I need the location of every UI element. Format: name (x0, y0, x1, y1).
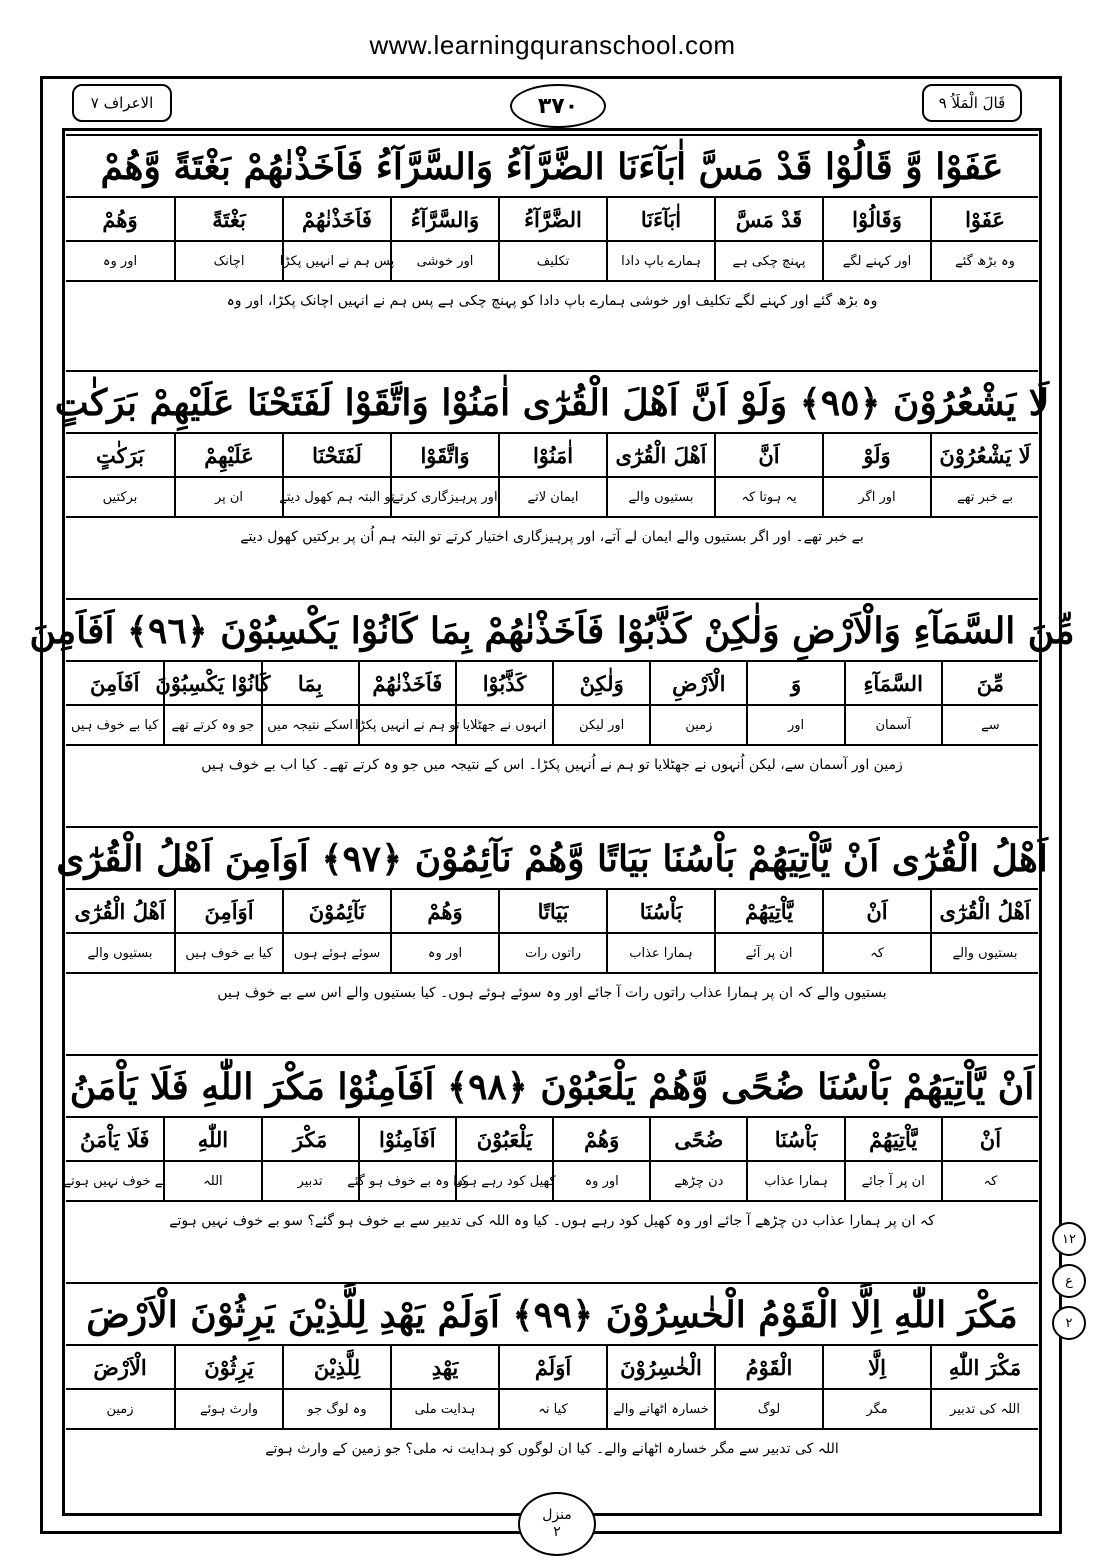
arabic-word: فَاَخَذْنٰهُمْ (282, 198, 390, 240)
arabic-word: بَاْسُنَا (746, 1118, 843, 1160)
page-number: ٣٧٠ (510, 84, 606, 128)
arabic-word: مَكْرَ اللّٰهِ (930, 1346, 1038, 1388)
urdu-meaning: ان پر (174, 478, 282, 516)
urdu-meaning: بستیوں والے (87, 945, 153, 961)
urdu-meaning: اور اگر (822, 478, 930, 516)
arabic-word: ضُحًى (649, 1118, 746, 1160)
urdu-meaning: اور کہنے لگے (822, 242, 930, 280)
arabic-word: لَا يَشْعُرُوْنَ (930, 434, 1038, 476)
verse-line: لَا يَشْعُرُوْنَ ﴿٩٥﴾ وَلَوْ اَنَّ اَهْلَ الْقُرٰٓى اٰمَنُوْا وَاتَّقَوْا لَفَتَحْنَا عَلَيْهِمْ بَرَكٰتٍ (66, 370, 1038, 434)
arabic-word: اَهْلَ الْقُرٰٓى (606, 434, 714, 476)
urdu-meaning: جو وہ کرتے تھے (163, 706, 260, 744)
arabic-word: اَفَاَمِنُوْا (358, 1118, 455, 1160)
arabic-word: اٰبَآءَنَا (606, 198, 714, 240)
arabic-word: وَ (746, 662, 843, 704)
urdu-translation: وہ بڑھ گئے اور کہنے لگے تکلیف اور خوشی ہمارے باپ دادا کو پہنچ چکی ہے پس ہم نے انہیں اچانک پکڑا، اور وہ (66, 280, 1038, 320)
arabic-word: الْقَوْمُ (714, 1346, 822, 1388)
urdu-meaning: کیا وہ بے خوف ہو گئے (358, 1162, 455, 1200)
urdu-meaning: کھیل کود رہے ہوں (455, 1162, 552, 1200)
arabic-word: الضَّرَّآءُ (498, 198, 606, 240)
ruku-marker-number: ٢ (1052, 1306, 1086, 1340)
urdu-meaning: ہدایت ملی (390, 1390, 498, 1428)
ruku-marker-count: ١٢ (1052, 1222, 1086, 1256)
urdu-meaning: پس ہم نے انہیں پکڑا (282, 242, 390, 280)
arabic-word: لِلَّذِيْنَ (282, 1346, 390, 1388)
arabic-word: اللّٰهِ (163, 1118, 260, 1160)
urdu-meaning: آسمان (844, 706, 941, 744)
arabic-word: الْاَرْضِ (649, 662, 746, 704)
word-row (66, 432, 1038, 476)
website-url[interactable]: www.learningquranschool.com (369, 30, 736, 60)
urdu-meaning: اچانک (174, 242, 282, 280)
urdu-meaning: وہ بڑھ گئے (930, 242, 1038, 280)
arabic-word: وَاتَّقَوْا (390, 434, 498, 476)
urdu-meaning: بے خوف نہیں ہوتے (63, 1173, 166, 1189)
arabic-word: وَلٰكِنْ (552, 662, 649, 704)
urdu-meaning: تدبیر (261, 1162, 358, 1200)
arabic-word: وَقَالُوْا (822, 198, 930, 240)
arabic-word: قَدْ مَسَّ (714, 198, 822, 240)
urdu-meaning: اور وہ (102, 253, 138, 269)
urdu-meaning: ہمارا عذاب (606, 934, 714, 972)
arabic-word: يَرِثُوْنَ (174, 1346, 282, 1388)
urdu-meaning: بے خبر تھے (930, 478, 1038, 516)
urdu-meaning: ہمارے باپ دادا (606, 242, 714, 280)
urdu-meaning: کیا نہ (498, 1390, 606, 1428)
urdu-meaning: اللہ کی تدبیر (930, 1390, 1038, 1428)
arabic-word: بِمَا (261, 662, 358, 704)
urdu-translation: اللہ کی تدبیر سے مگر خسارہ اٹھانے والے۔ کیا ان لوگوں کو ہدایت نہ ملی؟ جو زمین کے وارث ہوتے (66, 1428, 1038, 1468)
arabic-word: يَلْعَبُوْنَ (455, 1118, 552, 1160)
urdu-translation: زمین اور آسمان سے، لیکن اُنہوں نے جھٹلایا تو ہم نے اُنہیں پکڑا۔ اس کے نتیجہ میں جو وہ کرتے تھے۔ کیا اب بے خوف ہیں (66, 744, 1038, 784)
arabic-word: وَهُمْ (552, 1118, 649, 1160)
arabic-word: بَيَاتًا (498, 890, 606, 932)
arabic-word: يَّاْتِيَهُمْ (844, 1118, 941, 1160)
verse-line: مَكْرَ اللّٰهِ اِلَّا الْقَوْمُ الْخٰسِرُوْنَ ﴿٩٩﴾ اَوَلَمْ يَهْدِ لِلَّذِيْنَ يَرِثُوْنَ الْاَرْضَ (66, 1282, 1038, 1346)
urdu-meaning: دن چڑھے (649, 1162, 746, 1200)
arabic-word: عَلَيْهِمْ (174, 434, 282, 476)
urdu-meaning: اور (746, 706, 843, 744)
urdu-meaning: کہ (941, 1162, 1038, 1200)
arabic-word: اَفَاَمِنَ (89, 670, 140, 696)
arabic-word: يَهْدِ (390, 1346, 498, 1388)
meaning-row (66, 1388, 1038, 1428)
word-row (66, 888, 1038, 932)
urdu-meaning: تو ہم نے انہیں پکڑا (358, 706, 455, 744)
arabic-word: الْاَرْضَ (93, 1354, 147, 1380)
arabic-word: كَانُوْا يَكْسِبُوْنَ (163, 662, 260, 704)
arabic-word: مَكْرَ (261, 1118, 358, 1160)
urdu-meaning: لوگ (714, 1390, 822, 1428)
arabic-word: وَلَوْ (822, 434, 930, 476)
urdu-meaning: مگر (822, 1390, 930, 1428)
arabic-word: اَنَّ (714, 434, 822, 476)
meaning-row (66, 932, 1038, 972)
word-row (66, 660, 1038, 704)
arabic-word: بَغْتَةً (174, 198, 282, 240)
word-row (66, 196, 1038, 240)
arabic-word: اَنْ (822, 890, 930, 932)
urdu-meaning: خسارہ اٹھانے والے (606, 1390, 714, 1428)
arabic-word: اَهْلُ الْقُرٰٓى (74, 898, 166, 924)
urdu-meaning: کہ (822, 934, 930, 972)
arabic-word: اَوَلَمْ (498, 1346, 606, 1388)
urdu-meaning: وہ لوگ جو (282, 1390, 390, 1428)
arabic-word: اٰمَنُوْا (498, 434, 606, 476)
arabic-word: اَهْلُ الْقُرٰٓى (930, 890, 1038, 932)
urdu-meaning: کیا بے خوف ہیں (174, 934, 282, 972)
arabic-word: يَّاْتِيَهُمْ (714, 890, 822, 932)
urdu-meaning: ان پر آئے (714, 934, 822, 972)
urdu-meaning: زمین (106, 1401, 134, 1417)
urdu-translation: بستیوں والے کہ ان پر ہمارا عذاب راتوں رات آ جائے اور وہ سوئے ہوئے ہوں۔ کیا بستیوں والے اس سے بے خوف ہیں (66, 972, 1038, 1012)
meaning-row (63, 1160, 1038, 1200)
arabic-word: نَآئِمُوْنَ (282, 890, 390, 932)
arabic-word: اَوَاَمِنَ (174, 890, 282, 932)
meaning-row (66, 704, 1038, 744)
arabic-word: كَذَّبُوْا (455, 662, 552, 704)
arabic-word: وَهُمْ (102, 206, 138, 232)
arabic-word: الْخٰسِرُوْنَ (606, 1346, 714, 1388)
arabic-word: السَّمَآءِ (844, 662, 941, 704)
urdu-meaning: اور وہ (552, 1162, 649, 1200)
arabic-word: بَاْسُنَا (606, 890, 714, 932)
urdu-meaning: اور لیکن (552, 706, 649, 744)
arabic-word: اَنْ (941, 1118, 1038, 1160)
urdu-meaning: راتوں رات (498, 934, 606, 972)
arabic-word: مِّنَ (941, 662, 1038, 704)
urdu-meaning: انہوں نے جھٹلایا (455, 706, 552, 744)
verse-line: اَهْلُ الْقُرٰٓى اَنْ يَّاْتِيَهُمْ بَاْسُنَا بَيَاتًا وَّهُمْ نَآئِمُوْنَ ﴿٩٧﴾ اَوَاَمِنَ اَهْلُ الْقُرٰٓى (66, 826, 1038, 890)
arabic-word: بَرَكٰتٍ (95, 442, 145, 468)
urdu-meaning: پہنچ چکی ہے (714, 242, 822, 280)
urdu-meaning: اور وہ (390, 934, 498, 972)
urdu-meaning: ان پر آ جائے (844, 1162, 941, 1200)
urdu-translation: بے خبر تھے۔ اور اگر بستیوں والے ایمان لے آتے، اور پرہیزگاری اختیار کرتے تو البتہ ہم اُن پر برکتیں کھول دیتے (66, 516, 1038, 556)
urdu-meaning: اللہ (163, 1162, 260, 1200)
manzil-label: منزل (542, 1507, 572, 1524)
verse-line: مِّنَ السَّمَآءِ وَالْاَرْضِ وَلٰكِنْ كَذَّبُوْا فَاَخَذْنٰهُمْ بِمَا كَانُوْا يَكْسِبُوْنَ ﴿٩٦﴾ اَفَاَمِنَ (66, 598, 1038, 662)
surah-label: الاعراف ٧ (72, 84, 172, 122)
urdu-meaning: اور پرہیزگاری کرتے (390, 478, 498, 516)
arabic-word: فَاَخَذْنٰهُمْ (358, 662, 455, 704)
urdu-meaning: بستیوں والے (606, 478, 714, 516)
manzil-badge (518, 1492, 596, 1556)
urdu-meaning: برکتیں (102, 489, 138, 505)
urdu-meaning: یہ ہوتا کہ (714, 478, 822, 516)
verse-line: اَنْ يَّاْتِيَهُمْ بَاْسُنَا ضُحًى وَّهُمْ يَلْعَبُوْنَ ﴿٩٨﴾ اَفَاَمِنُوْا مَكْرَ اللّٰهِ فَلَا يَاْمَنُ (66, 1054, 1038, 1118)
urdu-meaning: زمین (649, 706, 746, 744)
urdu-meaning: اور خوشی (390, 242, 498, 280)
urdu-meaning: ایمان لاتے (498, 478, 606, 516)
urdu-meaning: اسکے نتیجہ میں (261, 706, 358, 744)
urdu-meaning: سوئے ہوئے ہوں (282, 934, 390, 972)
arabic-word: عَفَوْا (930, 198, 1038, 240)
urdu-meaning: وارث ہوئے (174, 1390, 282, 1428)
urdu-meaning: سے (941, 706, 1038, 744)
para-label: قَالَ الْمَلَاُ ٩ (922, 84, 1022, 122)
arabic-word: لَفَتَحْنَا (282, 434, 390, 476)
meaning-row (66, 240, 1038, 280)
urdu-meaning: تو البتہ ہم کھول دیتے (282, 478, 390, 516)
urdu-meaning: کیا بے خوف ہیں (71, 717, 159, 733)
arabic-word: وَهُمْ (390, 890, 498, 932)
word-row (66, 1116, 1038, 1160)
word-row (66, 1344, 1038, 1388)
meaning-row (66, 476, 1038, 516)
urdu-translation: کہ ان پر ہمارا عذاب دن چڑھے آ جائے اور وہ کھیل کود رہے ہوں۔ کیا وہ اللہ کی تدبیر سے بے خوف ہو گئے؟ سو بے خوف نہیں ہوتے (66, 1200, 1038, 1240)
arabic-word: فَلَا يَاْمَنُ (80, 1126, 150, 1152)
arabic-word: اِلَّا (822, 1346, 930, 1388)
urdu-meaning: ہمارا عذاب (746, 1162, 843, 1200)
urdu-meaning: بستیوں والے (930, 934, 1038, 972)
manzil-number: ٢ (553, 1524, 561, 1540)
ruku-marker-symbol: ع (1052, 1264, 1086, 1298)
verse-line: عَفَوْا وَّ قَالُوْا قَدْ مَسَّ اٰبَآءَنَا الضَّرَّآءُ وَالسَّرَّآءُ فَاَخَذْنٰهُمْ بَغْتَةً وَّهُمْ (66, 134, 1038, 198)
arabic-word: وَالسَّرَّآءُ (390, 198, 498, 240)
urdu-meaning: تکلیف (498, 242, 606, 280)
